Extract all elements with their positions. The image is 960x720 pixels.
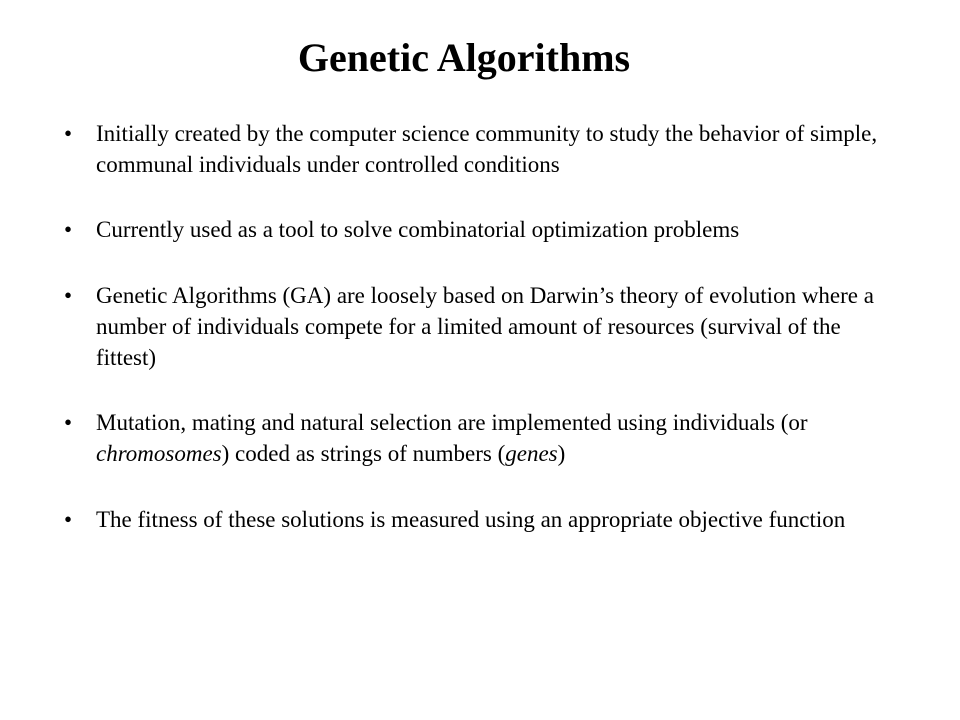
bullet-item bbox=[64, 504, 894, 535]
bullet-text-part: ) bbox=[557, 441, 566, 466]
bullet-dot-icon: • bbox=[64, 410, 73, 435]
bullet-item bbox=[64, 118, 894, 180]
bullet-text: Currently used as a tool to solve combinatorial optimization problems bbox=[96, 217, 740, 242]
bullet-list bbox=[64, 118, 894, 569]
bullet-text: Initially created by the computer science community to study the behavior of simple, communal individuals under controlled conditions bbox=[96, 121, 878, 177]
bullet-dot-icon: • bbox=[64, 507, 73, 532]
slide-title: Genetic Algorithms bbox=[297, 35, 631, 80]
bullet-dot-icon: • bbox=[64, 283, 73, 308]
bullet-text: The fitness of these solutions is measured using an appropriate objective function bbox=[96, 507, 846, 532]
bullet-text-part: Mutation, mating and natural selection are implemented using individuals (or bbox=[96, 410, 808, 435]
bullet-text-emphasis: chromosomes bbox=[96, 441, 222, 466]
bullet-text bbox=[96, 410, 808, 466]
bullet-item bbox=[64, 280, 894, 373]
bullet-text: Genetic Algorithms (GA) are loosely based on Darwin’s theory of evolution where a number of individuals compete for a limited amount of resources (survival of the fittest) bbox=[96, 283, 874, 370]
bullet-dot-icon: • bbox=[64, 121, 73, 146]
bullet-item bbox=[64, 214, 894, 245]
bullet-dot-icon: • bbox=[64, 217, 73, 242]
bullet-text-part: ) coded as strings of numbers ( bbox=[221, 441, 506, 466]
bullet-item bbox=[64, 407, 894, 469]
bullet-text-emphasis: genes bbox=[505, 441, 558, 466]
